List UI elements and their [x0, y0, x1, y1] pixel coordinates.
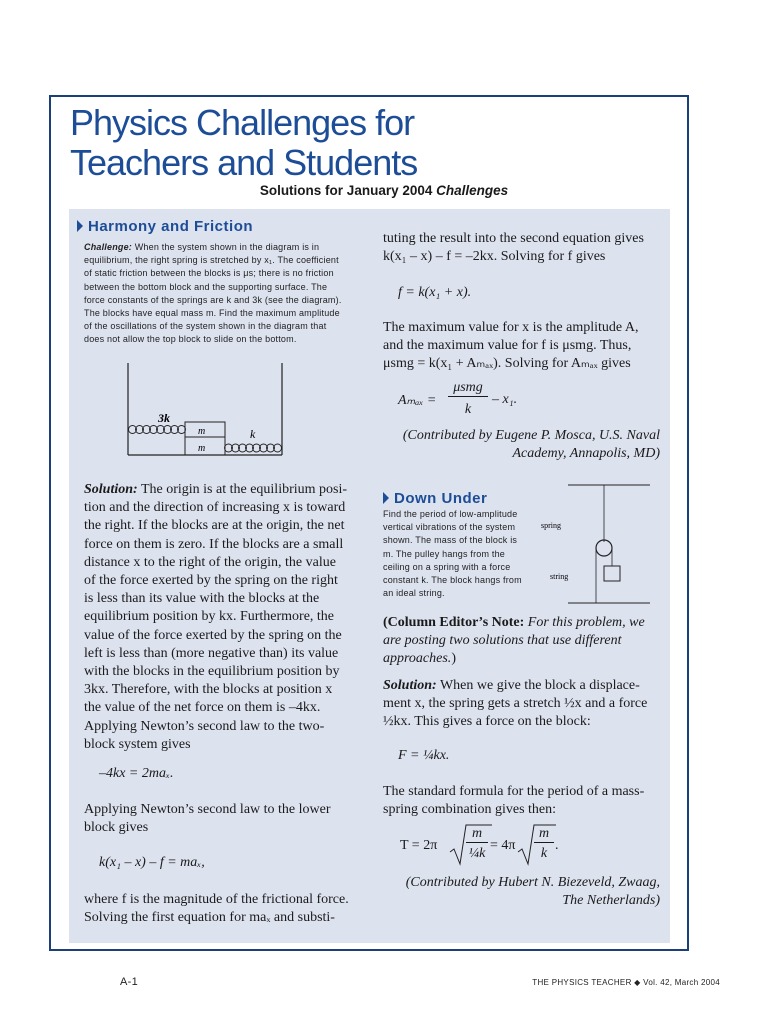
challenge-line: between the bottom block and the supporting surface. The	[84, 281, 328, 292]
solution-line: left is less than (more negative than) its value	[84, 645, 339, 661]
credit-line: (Contributed by Eugene P. Mosca, U.S. Naval	[402, 428, 660, 443]
section-heading-down-under	[383, 490, 487, 507]
challenge-line: The blocks have equal mass m. Find the maximum amplitude	[84, 308, 340, 319]
solution-label: Solution:	[383, 678, 437, 693]
solution-line: the right. If the blocks are at the origin, the net	[84, 518, 345, 534]
solution-line: Applying Newton’s second law to the two-	[84, 718, 325, 734]
column-editor-note	[383, 614, 668, 669]
subtitle-emphasis: Challenges	[436, 183, 509, 198]
harmony-continued-b	[383, 319, 668, 374]
challenge-line: ceiling on a spring with a force	[383, 561, 511, 572]
note-label: Column Editor’s Note:	[387, 615, 525, 630]
subtitle-text: Solutions for January 2004	[259, 183, 433, 198]
period-numerator-1: m	[466, 826, 488, 843]
challenge-line: constant k. The block hangs from	[383, 575, 522, 586]
solution-text: When we give the block a displace-	[436, 678, 640, 693]
solution-line: block system gives	[84, 736, 191, 752]
solution-line	[383, 677, 668, 695]
solution-line: with the blocks in the equilibrium position by	[84, 664, 340, 680]
equation-period-end: .	[555, 838, 559, 853]
pulley-icon	[596, 540, 612, 556]
title-line-1: Physics Challenges for	[70, 102, 415, 143]
text-line: where f is the magnitude of the frictional force.	[84, 892, 349, 907]
harmony-end-text	[84, 891, 374, 927]
down-under-mid-text	[383, 783, 668, 819]
solution-line: is less than its value with the blocks at the	[84, 591, 320, 607]
solution-line: the value of the net force on them is –4kx.	[84, 700, 321, 716]
label-spring: spring	[541, 521, 561, 530]
title-line-2: Teachers and Students	[70, 142, 418, 183]
hanging-block	[604, 566, 620, 581]
page-number: A-1	[120, 976, 139, 988]
equation-4-numerator: μsmg	[448, 380, 488, 397]
text-line: tuting the result into the second equation gives	[383, 231, 644, 246]
period-denominator-1: ¼k	[468, 846, 486, 861]
equation-4-denominator: k	[464, 402, 472, 417]
down-under-credit	[383, 874, 660, 910]
section-marker-icon	[383, 492, 389, 504]
solution-line	[84, 481, 369, 499]
pulley-diagram	[538, 480, 653, 610]
equation-4-lhs: Aₘₐₓ =	[398, 393, 437, 408]
challenge-line: an ideal string.	[383, 588, 445, 599]
text-line: The standard formula for the period of a mass-	[383, 784, 645, 799]
solution-line: ment x, the spring gets a stretch ½x and a force	[383, 696, 648, 712]
solution-line: tion and the direction of increasing x is toward	[84, 500, 346, 516]
section-heading-harmony	[77, 218, 253, 235]
challenge-line: equilibrium, the right spring is stretched by x₁. The coefficient	[84, 255, 339, 266]
down-under-heading-text: Down Under	[394, 490, 488, 507]
solution-line: equilibrium position by kx. Furthermore, the	[84, 609, 335, 625]
solution-text: The origin is at the equilibrium posi-	[137, 482, 348, 497]
harmony-heading-text: Harmony and Friction	[88, 218, 254, 235]
solution-line: value of the force exerted by the spring on the	[84, 627, 342, 643]
solution-line: 3kx. Therefore, with the blocks at position x	[84, 682, 333, 698]
left-spring	[129, 426, 186, 434]
down-under-solution	[383, 677, 668, 732]
journal-citation: THE PHYSICS TEACHER ◆ Vol. 42, March 2004	[532, 978, 720, 987]
harmony-continued-a	[383, 230, 668, 266]
credit-line: The Netherlands)	[562, 893, 660, 909]
credit-line: (Contributed by Hubert N. Biezeveld, Zwaag,	[405, 875, 660, 890]
text-line: Solving the first equation for maₓ and substi-	[84, 910, 335, 926]
text-line: Applying Newton’s second law to the lower	[84, 802, 331, 817]
label-string: string	[550, 572, 569, 581]
period-numerator-2: m	[534, 826, 554, 843]
solution-line: ½kx. This gives a force on the block:	[383, 714, 591, 730]
label-m-bottom: m	[198, 443, 206, 454]
equation-4-tail: – x₁.	[492, 392, 518, 407]
challenge-label: Challenge:	[84, 242, 133, 252]
text-line: spring combination gives then:	[383, 802, 557, 818]
equation-period-mid: = 4π	[490, 838, 516, 853]
text-line: k(x₁ – x) – f = –2kx. Solving for f gives	[383, 249, 606, 265]
note-line: are posting two solutions that use different	[383, 633, 622, 649]
label-3k: 3k	[158, 411, 170, 425]
challenge-line	[84, 241, 374, 254]
credit-line: Academy, Annapolis, MD)	[512, 446, 660, 462]
challenge-line: Find the period of low-amplitude	[383, 509, 518, 519]
note-line: approaches.)	[383, 651, 456, 667]
solution-label: Solution:	[84, 482, 138, 497]
challenge-text: When the system shown in the diagram is in	[132, 242, 320, 252]
solution-line: force on them is zero. If the blocks are a small	[84, 536, 344, 552]
text-line: and the maximum value for f is μsmg. Thus,	[383, 338, 632, 354]
label-m-top: m	[198, 426, 206, 437]
challenge-line: m. The pulley hangs from the	[383, 548, 505, 559]
challenge-line: shown. The mass of the block is	[383, 535, 518, 546]
section-marker-icon	[77, 220, 83, 232]
harmony-solution	[84, 481, 369, 754]
equation-3: f = k(x₁ + x).	[398, 285, 472, 300]
period-denominator-2: k	[540, 846, 548, 861]
harmony-credit	[383, 427, 660, 463]
label-k: k	[250, 427, 256, 441]
right-spring	[225, 444, 282, 452]
text-line: μsmg = k(x₁ + Aₘₐₓ). Solving for Aₘₐₓ gives	[383, 356, 631, 372]
challenge-line: of the oscillations of the system shown in the diagram that	[84, 321, 327, 332]
page-title	[70, 103, 417, 183]
equation-period-lhs: T = 2π	[400, 838, 438, 853]
solution-line: of the force exerted by the spring on the right	[84, 573, 338, 589]
note-line: (Column Editor’s Note: For this problem, we	[383, 615, 645, 630]
harmony-mid-text	[84, 801, 369, 837]
text-line: The maximum value for x is the amplitude A,	[383, 320, 639, 335]
equation-force: F = ¼kx.	[398, 748, 450, 763]
solution-line: distance x to the right of the origin, the value	[84, 554, 336, 570]
challenge-line: force constants of the springs are k and 3k (see the diagram).	[84, 294, 342, 305]
spring-blocks-diagram	[120, 360, 290, 460]
down-under-challenge	[383, 508, 543, 600]
page-subtitle	[0, 183, 768, 198]
text-line: block gives	[84, 820, 149, 836]
challenge-line: does not allow the top block to slide on the bottom.	[84, 334, 297, 345]
challenge-line: vertical vibrations of the system	[383, 522, 516, 533]
equation-1: –4kx = 2maₓ.	[99, 766, 174, 781]
harmony-challenge	[84, 241, 374, 347]
equation-2: k(x₁ – x) – f = maₓ,	[99, 855, 205, 870]
challenge-line: of static friction between the blocks is μs; there is no friction	[84, 268, 334, 279]
